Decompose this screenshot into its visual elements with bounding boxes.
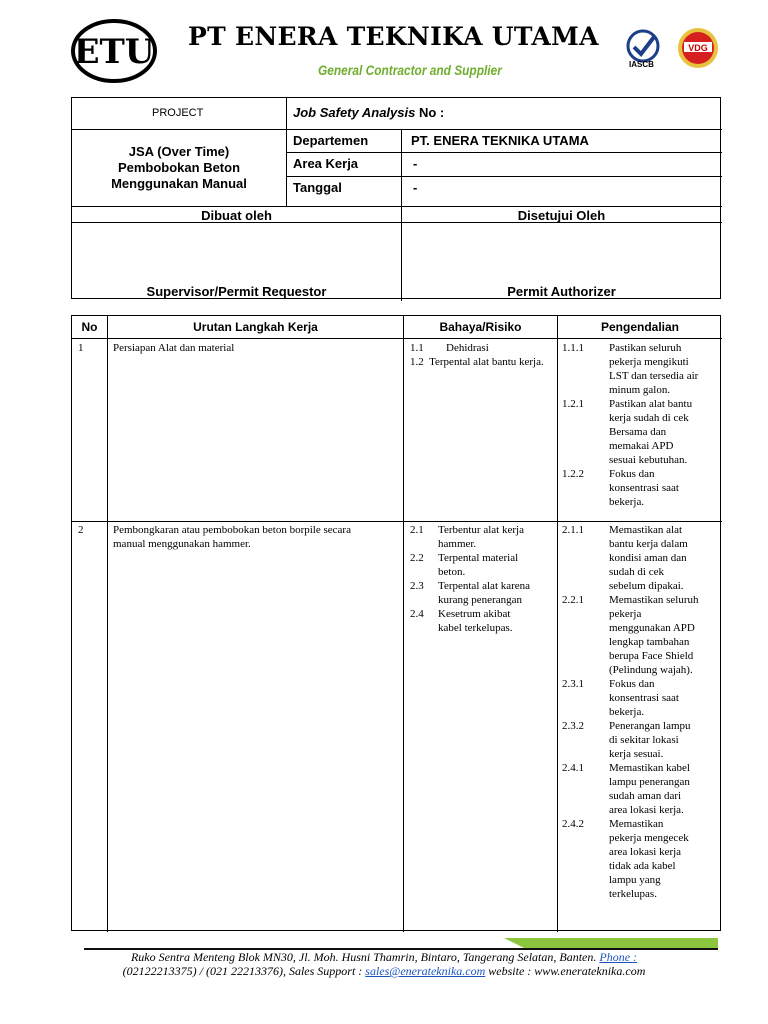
jsa-title-line: Pembobokan Beton [117,160,241,175]
hazard-item [410,355,552,369]
hazard-number: 2.4 [410,608,424,620]
hazard-text: Dehidrasi [446,342,489,354]
control-number: 1.1.1 [562,342,584,354]
hazard-text: Terpental alat bantu kerja. [429,356,544,368]
control-item [562,523,720,593]
tanggal-value: - [413,180,418,195]
footer-contact [0,964,768,979]
work-step: Pembongkaran atau pembobokan beton borpile secara manual menggunakan hammer. [113,524,351,550]
jsa-number-label: No : [415,105,445,120]
hazard-text: Terpental alat karena kurang penerangan [438,580,531,606]
control-item [562,719,720,761]
control-number: 2.2.1 [562,594,584,606]
control-number: 1.2.2 [562,468,584,480]
control-number: 1.2.1 [562,398,584,410]
control-number: 2.1.1 [562,524,584,536]
control-text: Memastikan pekerja mengecek area lokasi kerja tidak ada kabel lampu yang terkelupas. [609,818,689,900]
hazard-text: Kesetrum akibat kabel terkelupas. [438,608,513,634]
footer-divider [84,938,718,950]
hazard-number: 2.2 [410,552,424,564]
control-number: 2.3.1 [562,678,584,690]
project-label: PROJECT [152,107,204,119]
jsa-title-line: JSA (Over Time) [128,144,230,159]
control-item [562,341,720,397]
logo-text: ETU [73,32,155,72]
tanggal-label: Tanggal [293,180,342,195]
hazard-number: 1.2 [410,356,424,368]
control-item [562,397,720,467]
area-kerja-value: - [413,156,418,171]
control-item [562,593,720,677]
hazard-number: 1.1 [410,342,424,354]
jsa-table [71,315,721,931]
project-info-table [71,97,721,299]
control-text: Memastikan kabel lampu penerangan sudah aman dari area lokasi kerja. [609,762,690,816]
area-kerja-label: Area Kerja [293,156,359,171]
certification-logo [625,28,661,64]
control-text: Memastikan alat bantu kerja dalam kondisi aman dan sudah di cek sebelum dipakai. [609,524,688,592]
company-logo [70,18,158,84]
hazard-number: 2.3 [410,580,424,592]
control-item [562,677,720,719]
footer-email-link[interactable]: sales@enerateknika.com [365,964,486,978]
control-text: Memastikan seluruh pekerja menggunakan APD lengkap tambahan berupa Face Shield (Pelindung wajah). [609,594,699,676]
certification-label: IASCB [629,60,654,69]
control-item [562,761,720,817]
control-number: 2.3.2 [562,720,584,732]
control-text: Fokus dan konsentrasi saat bekerja. [609,468,679,508]
hazard-item [410,551,554,579]
footer-address [0,950,768,965]
company-tagline: General Contractor and Supplier [318,62,502,78]
column-header-step: Urutan Langkah Kerja [193,320,318,334]
authorizer-label: Permit Authorizer [507,284,616,299]
control-text: Penerangan lampu di sekitar lokasi kerja sesuai. [609,720,691,760]
hazard-text: Terpental material beton. [438,552,519,578]
hazard-item [410,523,554,551]
disetujui-oleh-label: Disetujui Oleh [517,208,606,223]
control-item [562,817,720,901]
company-name: PT ENERA TEKNIKA UTAMA [188,22,599,51]
footer-phone-label: Phone : [599,950,638,964]
work-step: Persiapan Alat dan material [113,342,235,354]
hazard-item [410,607,554,635]
badge-text: VDG [688,43,708,53]
requestor-label: Supervisor/Permit Requestor [146,284,327,299]
hazard-item [410,579,554,607]
jsa-title [72,144,286,192]
departemen-label: Departemen [293,133,369,148]
hazard-text: Terbentur alat kerja hammer. [438,524,524,550]
control-text: Pastikan seluruh pekerja mengikuti LST dan tersedia air minum galon. [609,342,699,396]
footer-website: website : www.enerateknika.com [485,964,646,978]
footer-phone-numbers: (02122213375) / (021 22213376), Sales Support : [122,964,366,978]
control-item [562,467,720,509]
departemen-value: PT. ENERA TEKNIKA UTAMA [411,133,589,148]
hazard-number: 2.1 [410,524,424,536]
footer-address-text: Ruko Sentra Menteng Blok MN30, Jl. Moh. Husni Thamrin, Bintaro, Tangerang Selatan, Banten. [130,950,600,964]
control-text: Fokus dan konsentrasi saat bekerja. [609,678,679,718]
column-header-control: Pengendalian [600,320,680,334]
jsa-title-line: Menggunakan Manual [111,176,247,191]
column-header-hazard: Bahaya/Risiko [439,320,522,334]
column-header-no: No [81,320,98,334]
row-number: 2 [78,524,84,536]
control-number: 2.4.1 [562,762,584,774]
control-text: Pastikan alat bantu kerja sudah di cek Bersama dan memakai APD sesuai kebutuhan. [609,398,693,466]
control-number: 2.4.2 [562,818,584,830]
badge-logo [676,24,720,72]
dibuat-oleh-label: Dibuat oleh [201,208,272,223]
jsa-label: Job Safety Analysis [293,105,416,120]
jsa-heading [293,105,444,120]
row-number: 1 [78,342,84,354]
